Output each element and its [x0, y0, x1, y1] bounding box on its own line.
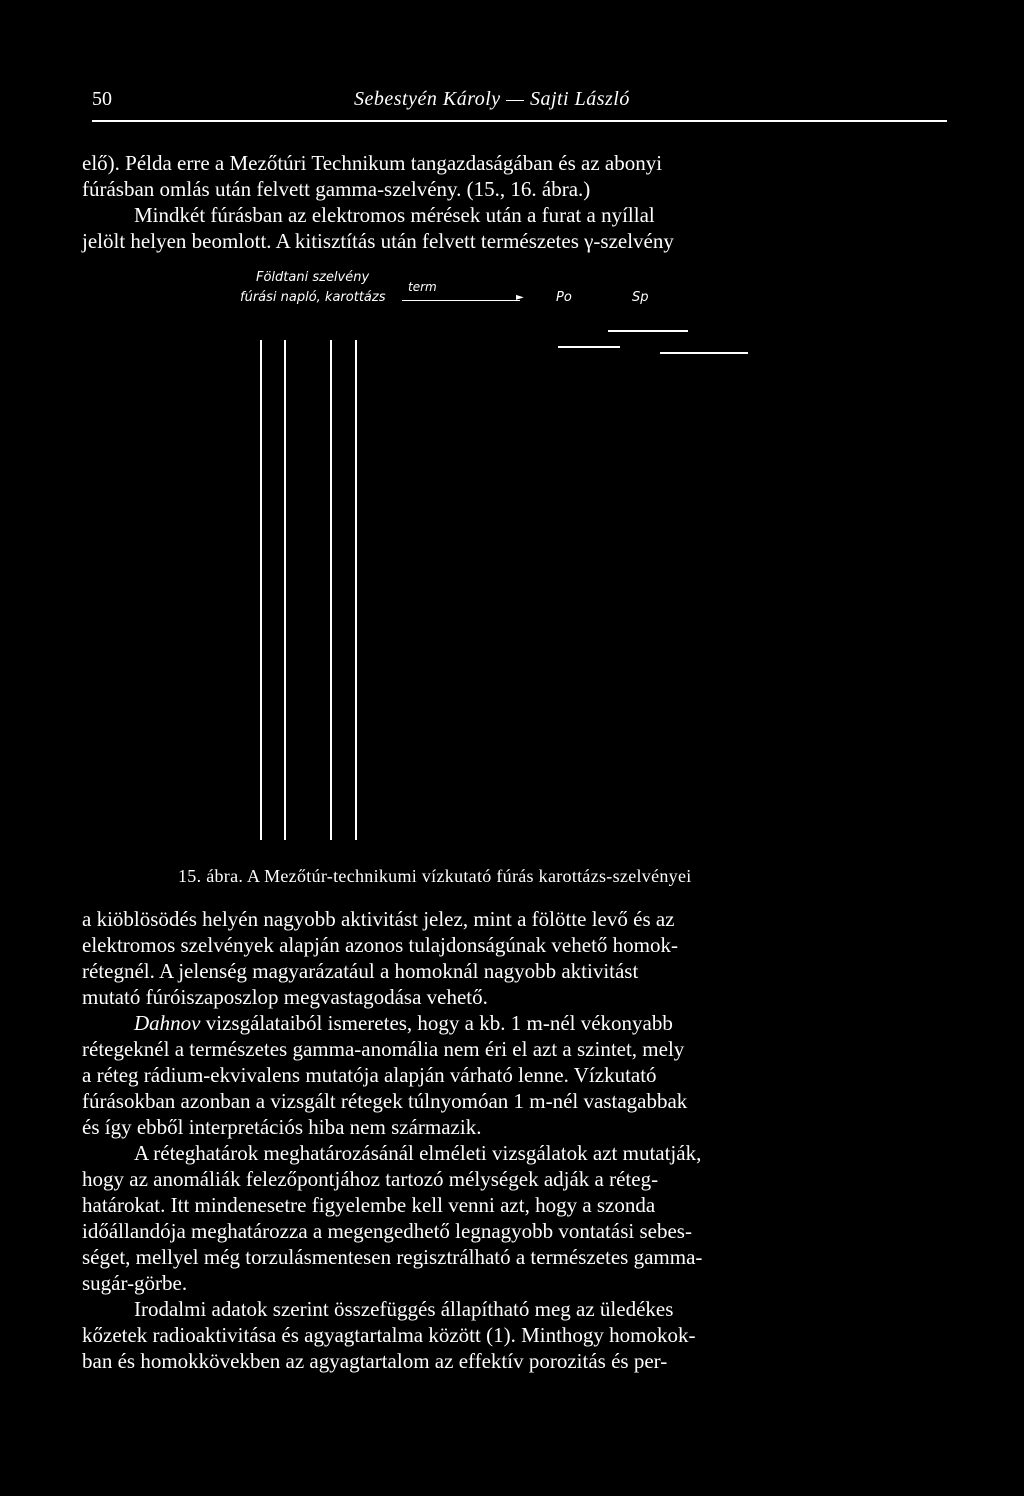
text-line: Mindkét fúrásban az elektromos mérések után a furat a nyíllal — [134, 203, 655, 227]
intro-paragraph — [82, 150, 952, 254]
log-column-line — [260, 340, 262, 840]
log-marker-line — [608, 330, 688, 332]
text-line: séget, mellyel még torzulásmentesen regisztrálható a természetes gamma- — [82, 1245, 703, 1269]
log-marker-line — [660, 352, 748, 354]
text-line: határokat. Itt mindenesetre figyelembe kell venni azt, hogy a szonda — [82, 1193, 656, 1217]
text-line: és így ebből interpretációs hiba nem származik. — [82, 1115, 482, 1139]
page-header — [92, 88, 947, 122]
author-name: Dahnov — [134, 1011, 201, 1035]
paragraph — [82, 906, 952, 1010]
figure-label-sp: Sp — [632, 290, 649, 305]
figure-caption: 15. ábra. A Mezőtúr-technikumi vízkutató fúrás karottázs-szelvényei — [178, 866, 692, 886]
paragraph — [82, 1140, 952, 1296]
text-line: Irodalmi adatok szerint összefüggés állapítható meg az üledékes — [134, 1297, 674, 1321]
text-line: a réteg rádium-ekvivalens mutatója alapján várható lenne. Vízkutató — [82, 1063, 657, 1087]
arrow-line — [402, 300, 520, 301]
text-line: fúrásban omlás után felvett gamma-szelvény. (15., 16. ábra.) — [82, 177, 591, 201]
text-fragment: vizsgálataiból ismeretes, hogy a kb. 1 m-nél vékonyabb — [205, 1011, 673, 1035]
text-line: kőzetek radioaktivitása és agyagtartalma között (1). Minthogy homokok- — [82, 1323, 696, 1347]
main-text — [82, 906, 952, 1374]
text-line: a kiöblösödés helyén nagyobb aktivitást jelez, mint a fölötte levő és az — [82, 907, 675, 931]
figure-label-term: term — [408, 280, 437, 294]
log-column-line — [355, 340, 357, 840]
text-line: jelölt helyen beomlott. A kitisztítás után felvett természetes γ-szelvény — [82, 229, 674, 253]
paragraph — [82, 1296, 952, 1374]
running-head: Sebestyén Károly — Sajti László — [354, 88, 630, 110]
figure-label-po: Po — [556, 290, 572, 305]
text-line: elektromos szelvények alapján azonos tulajdonságúnak vehető homok- — [82, 933, 678, 957]
text-line: hogy az anomáliák felezőpontjához tartozó mélységek adják a réteg- — [82, 1167, 659, 1191]
text-line: elő). Példa erre a Mezőtúri Technikum tangazdaságában és az abonyi — [82, 151, 663, 175]
text-line: rétegeknél a természetes gamma-anomália nem éri el azt a szintet, mely — [82, 1037, 685, 1061]
log-column-line — [284, 340, 286, 840]
text-line — [82, 1010, 952, 1036]
log-column-line — [330, 340, 332, 840]
figure-label-geology: Földtani szelvény — [256, 270, 370, 285]
log-marker-line — [558, 346, 620, 348]
figure-label-drilling: fúrási napló, karottázs — [240, 290, 386, 305]
text-line: rétegnél. A jelenség magyarázatául a homoknál nagyobb aktivitást — [82, 959, 639, 983]
paragraph — [82, 1010, 952, 1140]
text-line: A réteghatárok meghatározásánál elméleti vizsgálatok azt mutatják, — [134, 1141, 702, 1165]
page-number: 50 — [92, 88, 112, 110]
text-line: fúrásokban azonban a vizsgált rétegek túlnyomóan 1 m-nél vastagabbak — [82, 1089, 688, 1113]
figure-well-log — [240, 268, 760, 838]
arrow-head-icon: ► — [516, 292, 524, 303]
text-line: mutató fúróiszaposzlop megvastagodása vehető. — [82, 985, 488, 1009]
text-line: időállandója meghatározza a megengedhető legnagyobb vontatási sebes- — [82, 1219, 692, 1243]
text-line: ban és homokkövekben az agyagtartalom az effektív porozitás és per- — [82, 1349, 668, 1373]
text-line: sugár-görbe. — [82, 1271, 188, 1295]
